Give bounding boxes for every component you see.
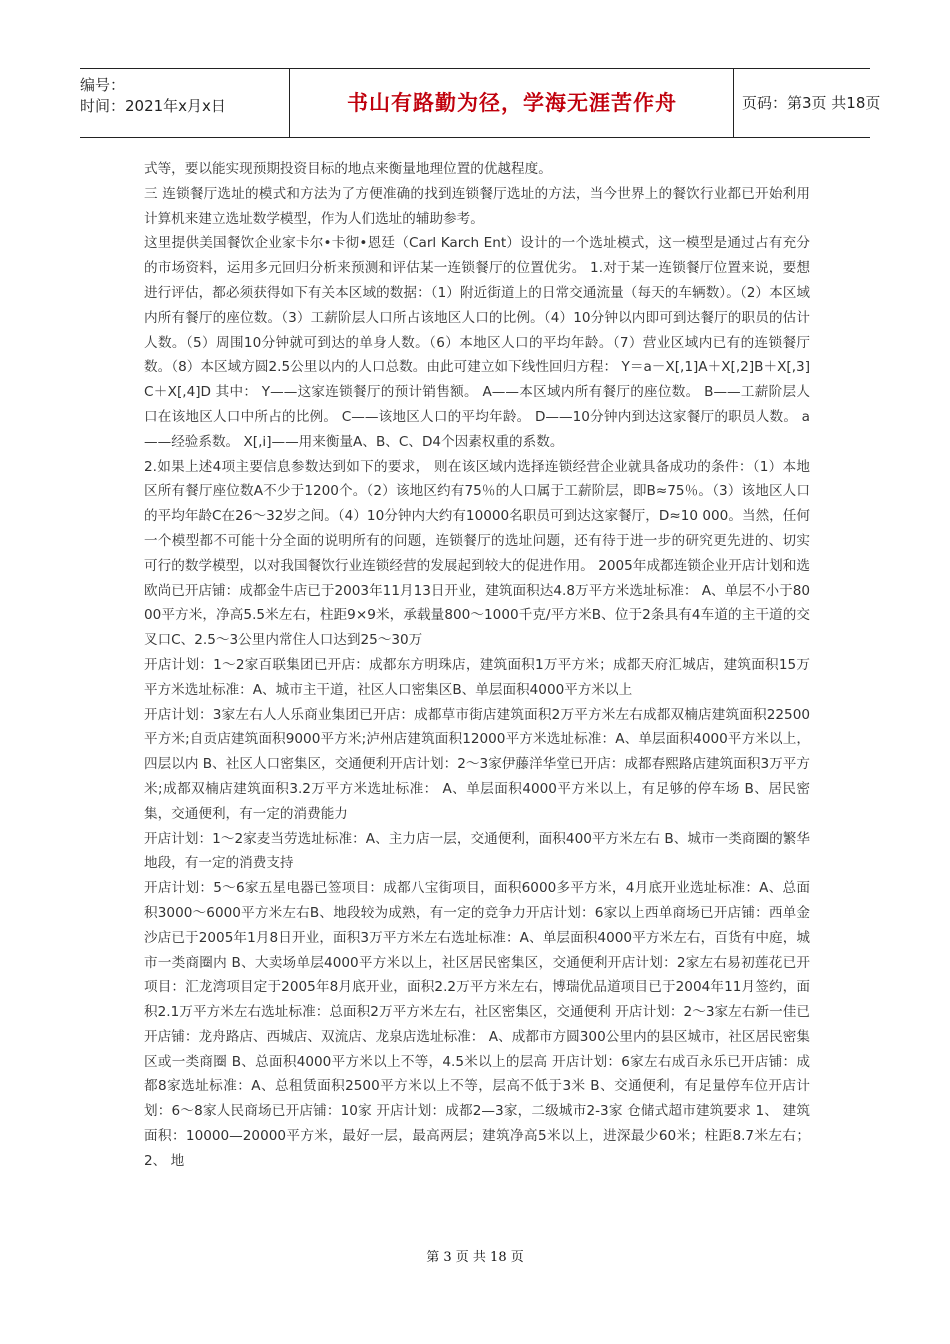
document-body (144, 157, 810, 1174)
date-label: 时间：2021年x月x日 (80, 97, 226, 115)
serial-label: 编号： (80, 76, 126, 94)
page-footer: 第 3 页 共 18 页 (426, 1250, 524, 1265)
paragraph: 开店计划：1～2家麦当劳选址标准：A、主力店一层，交通便利，面积400平方米左右 B、城市一类商圈的繁华地段，有一定的消费支持 (144, 830, 810, 872)
paragraph: 2.如果上述4项主要信息参数达到如下的要求， 则在该区域内选择连锁经营企业就具备成功的条件：（1）本地区所有餐厅座位数A不少于1200个。（2）该地区约有75％的人口属于工薪阶层，即B≈75％。（3）该地区人口的平均年龄C在26～32岁之间。（4）10分钟内大约有10000名职员可到达这家餐厅，D≈10 000。当然，任何一个模型都不可能十分全面的说明所有的问题，连锁餐厅的选址问题，还有待于进一步的研究更先进的、切实可行的数学模型，以对我国餐饮行业连锁经营的发展起到较大的促进作用。 2005年成都连锁企业开店计划和选 欧尚已开店铺：成都金牛店已于2003年11月13日开业，建筑面积达4.8万平方米选址标准： A、单层不小于8000平方米，净高5.5米左右，柱距9×9米，承载量800～1000千克/平方米B、位于2条具有4车道的主干道的交叉口C、2.5～3公里内常住人口达到25～30万 (144, 458, 810, 649)
paragraph: 开店计划：3家左右人人乐商业集团已开店：成都草市街店建筑面积2万平方米左右成都双楠店建筑面积22500平方米;自贡店建筑面积9000平方米;泸州店建筑面积12000平方米选址标准：A、单层面积4000平方米以上，四层以内 B、社区人口密集区，交通便利开店计划：2～3家伊藤洋华堂已开店：成都春熙路店建筑面积3万平方米;成都双楠店建筑面积3.2万平方米选址标准： A、单层面积4000平方米以上，有足够的停车场 B、居民密集，交通便利，有一定的消费能力 (144, 706, 810, 822)
paragraph: 开店计划：5～6家五星电器已签项目：成都八宝街项目，面积6000多平方米，4月底开业选址标准：A、总面积3000～6000平方米左右B、地段较为成熟，有一定的竞争力开店计划：6家以上西单商场已开店铺：西单金沙店已于2005年1月8日开业，面积3万平方米左右选址标准：A、单层面积4000平方米左右，百货有中庭，城市一类商圈内 B、大卖场单层4000平方米以上，社区居民密集区，交通便利开店计划：2家左右易初莲花已开项目：汇龙湾项目定于2005年8月底开业，面积2.2万平方米左右，博瑞优品道项目已于2004年11月签约，面积2.1万平方米左右选址标准：总面积2万平方米左右，社区密集区，交通便利 开店计划：2～3家左右新一佳已开店铺：龙舟路店、西城店、双流店、龙泉店选址标准： A、成都市方圆300公里内的县区城市，社区居民密集区或一类商圈 B、总面积4000平方米以上不等，4.5米以上的层高 开店计划：6家左右成百永乐已开店铺：成都8家选址标准：A、总租赁面积2500平方米以上不等，层高不低于3米 B、交通便利，有足量停车位开店计划：6～8家人民商场已开店铺：10家 开店计划：成都2—3家，二级城市2-3家 仓储式超市建筑要求 1、 建筑面积：10000—20000平方米，最好一层，最高两层；建筑净高5米以上，进深最少60米；柱距8.7米左右； 2、 地 (144, 880, 810, 1169)
header-meta (80, 69, 290, 137)
page-header (80, 68, 881, 138)
paragraph: 开店计划：1～2家百联集团已开店：成都东方明珠店，建筑面积1万平方米；成都天府汇城店，建筑面积15万平方米选址标准：A、城市主干道，社区人口密集区B、单层面积4000平方米以上 (144, 656, 810, 698)
paragraph: 三 连锁餐厅选址的模式和方法为了方便准确的找到连锁餐厅选址的方法，当今世界上的餐饮行业都已开始利用计算机来建立选址数学模型，作为人们选址的辅助参考。 (144, 185, 810, 227)
paragraph: 式等，要以能实现预期投资目标的地点来衡量地理位置的优越程度。 (144, 161, 552, 177)
paragraph: 这里提供美国餐饮企业家卡尔•卡彻•恩廷（Carl Karch Ent）设计的一个选址模式，这一模型是通过占有充分的市场资料，运用多元回归分析来预测和评估某一连锁餐厅的位置优劣。 1.对于某一连锁餐厅位置来说，要想进行评估，都必须获得如下有关本区域的数据：（1）附近街道上的日常交通流量（每天的车辆数）。（2）本区域内所有餐厅的座位数。（3）工薪阶层人口所占该地区人口的比例。（4）10分钟以内即可到达餐厅的职员的估计人数。（5）周围10分钟就可到达的单身人数。（6）本地区人口的平均年龄。（7）营业区域内已有的连锁餐厅数。（8）本区域方圆2.5公里以内的人口总数。由此可建立如下线性回归方程： Y＝a－X[,1]A＋X[,2]B＋X[,3]C＋X[,4]D 其中： Y——这家连锁餐厅的预计销售额。 A——本区域内所有餐厅的座位数。 B——工薪阶层人口在该地区人口中所占的比例。 C——该地区人口的平均年龄。 D——10分钟内到达这家餐厅的职员人数。 a——经验系数。 X[,i]——用来衡量A、B、C、D4个因素权重的系数。 (144, 235, 810, 450)
motto-banner: 书山有路勤为径，学海无涯苦作舟 (291, 69, 734, 137)
page-number-label: 页码：第3页 共18页 (742, 94, 881, 112)
